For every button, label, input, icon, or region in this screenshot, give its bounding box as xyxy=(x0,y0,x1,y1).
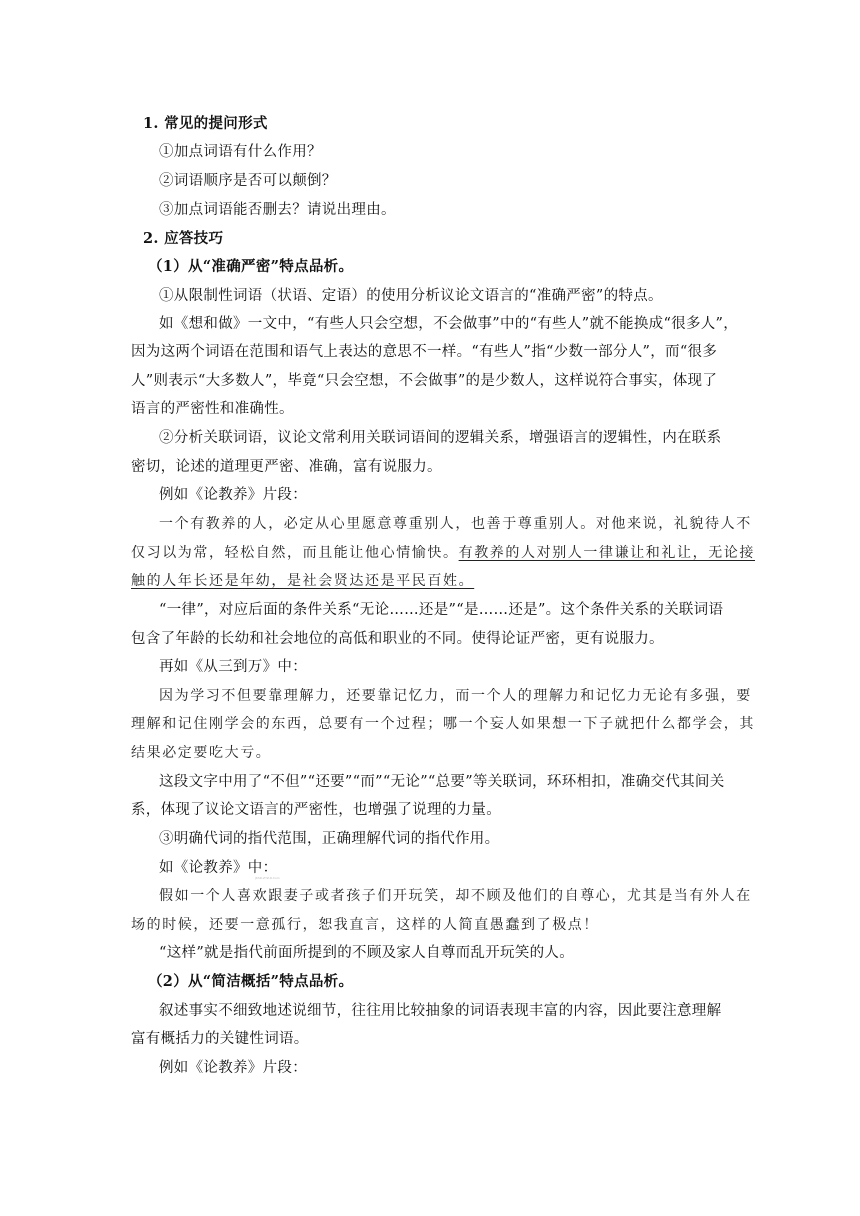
watermark-text: JKSD.ZYZ.R.Com xyxy=(255,876,280,880)
example1-line: 语言的严密性和准确性。 xyxy=(131,401,294,417)
example3-intro: 再如《从三到万》中： xyxy=(159,659,307,675)
quote-line: 假如一个人喜欢跟妻子或者孩子们开玩笑，却不顾及他们的自尊心，尤其是当有外人在 xyxy=(159,888,752,904)
example1-line: 如《想和做》一文中，“有些人只会空想，不会做事”中的“有些人”就不能换成“很多人”， xyxy=(159,316,739,332)
quote-text: 仅习以为常，轻松自然，而且能让他心情愉快。 xyxy=(131,545,459,561)
example2-analysis-line: 包含了年龄的长幼和社会地位的高低和职业的不同。使得论证严密，更有说服力。 xyxy=(131,631,664,647)
question-form-1: ①加点词语有什么作用？ xyxy=(159,144,322,160)
underlined-quote-text: 有教养的人对别人一律谦让和礼让，无论接 xyxy=(458,545,756,561)
section2-heading: 2. 应答技巧 xyxy=(143,230,224,247)
example3-analysis-line: 系，体现了议论文语言的严密性，也增强了说理的力量。 xyxy=(131,802,501,818)
quote-line: 场的时候，还要一意孤行，恕我直言，这样的人简直愚蠢到了极点！ xyxy=(131,917,599,933)
example3-analysis-line: 这段文字中用了“不但”“还要”“而”“无论”“总要”等关联词，环环相扣，准确交代其间关 xyxy=(159,774,725,790)
sub1-heading: （1）从“准确严密”特点品析。 xyxy=(148,258,354,275)
example4-intro: 如《论教养》中： xyxy=(159,860,278,876)
underlined-quote-text: 触的人年长还是年幼，是社会贤达还是平民百姓。 xyxy=(131,573,475,589)
sub2-heading: （2）从“简洁概括”特点品析。 xyxy=(148,973,354,990)
quote-line: 结果必定要吃大亏。 xyxy=(131,745,272,761)
point2-line: ②分析关联词语，议论文常利用关联词语间的逻辑关系，增强语言的逻辑性，内在联系 xyxy=(159,430,722,446)
sub2-body-line: 叙述事实不细致地述说细节，往往用比较抽象的词语表现丰富的内容，因此要注意理解 xyxy=(159,1003,722,1019)
example4-analysis: “这样”就是指代前面所提到的不顾及家人自尊而乱开玩笑的人。 xyxy=(159,945,575,961)
example1-line: 因为这两个词语在范围和语气上表达的意思不一样。“有些人”指“少数一部分人”，而“很多 xyxy=(131,344,718,360)
sub2-body-line: 富有概括力的关键性词语。 xyxy=(131,1031,309,1047)
sub2-example-intro: 例如《论教养》片段： xyxy=(159,1060,307,1076)
quote-line: 因为学习不但要靠理解力，还要靠记忆力，而一个人的理解力和记忆力无论有多强，要 xyxy=(159,688,752,704)
point3-text: ③明确代词的指代范围，正确理解代词的指代作用。 xyxy=(159,831,500,847)
quote-line xyxy=(131,543,755,563)
quote-line: 一个有教养的人，必定从心里愿意尊重别人，也善于尊重别人。对他来说，礼貌待人不 xyxy=(159,516,752,532)
point1-text: ①从限制性词语（状语、定语）的使用分析议论文语言的“准确严密”的特点。 xyxy=(159,288,663,304)
question-form-3: ③加点词语能否删去？请说出理由。 xyxy=(159,202,396,218)
quote-line xyxy=(131,571,474,591)
example1-line: 人”则表示“大多数人”，毕竟“只会空想，不会做事”的是少数人，这样说符合事实，体现了 xyxy=(131,373,718,389)
point2-line: 密切，论述的道理更严密、准确，富有说服力。 xyxy=(131,459,442,475)
question-form-2: ②词语顺序是否可以颠倒？ xyxy=(159,173,337,189)
section1-heading: 1. 常见的提问形式 xyxy=(143,115,268,132)
quote-line: 理解和记住刚学会的东西，总要有一个过程；哪一个妄人如果想一下子就把什么都学会，其 xyxy=(131,716,755,732)
example2-intro: 例如《论教养》片段： xyxy=(159,487,307,503)
example2-analysis-line: “一律”，对应后面的条件关系“无论……还是”“是……还是”。这个条件关系的关联词语 xyxy=(159,602,724,618)
